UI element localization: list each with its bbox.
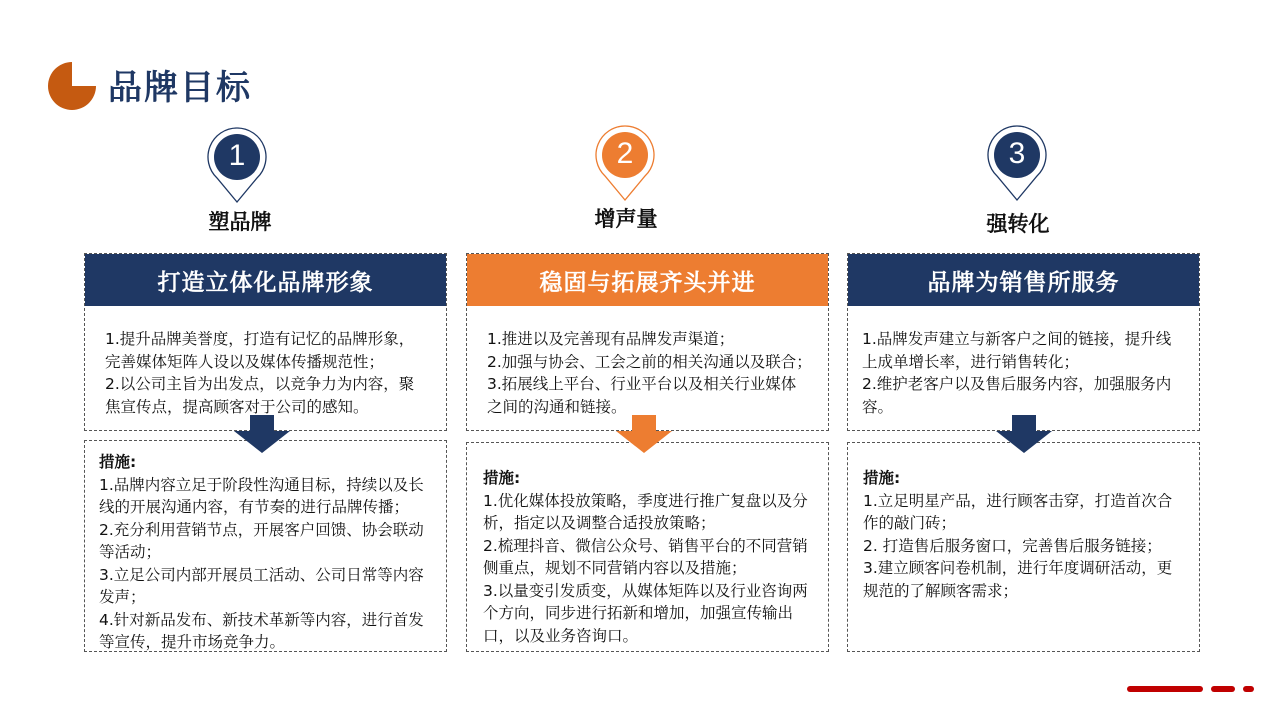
pin-2 xyxy=(594,124,656,204)
measure-line: 等活动； xyxy=(99,543,162,561)
measure-line: 1.优化媒体投放策略，季度进行推广复盘以及分 xyxy=(483,491,808,510)
measures-box-1 xyxy=(84,440,447,652)
measure-line: 1.立足明星产品，进行顾客击穿，打造首次合 xyxy=(863,491,1173,510)
bullet-line: 1.推进以及完善现有品牌发声渠道； xyxy=(487,330,735,348)
pin-1 xyxy=(206,126,268,206)
measures-title: 措施: xyxy=(99,453,137,471)
measure-line: 作的敲门砖； xyxy=(863,514,957,532)
column-label-2: 增声量 xyxy=(594,207,658,231)
measure-line: 1.品牌内容立足于阶段性沟通目标，持续以及长 xyxy=(99,475,424,494)
bullet-line: 焦宣传点，提高顾客对于公司的感知。 xyxy=(105,397,369,416)
measure-line: 2. 打造售后服务窗口，完善售后服务链接； xyxy=(863,536,1162,555)
measure-line: 发声； xyxy=(99,588,146,606)
footer-deco-bar-long xyxy=(1127,686,1203,692)
measures-box-2 xyxy=(466,442,829,652)
title-pie-icon xyxy=(44,58,100,114)
bullet-line: 1.提升品牌美誉度，打造有记忆的品牌形象， xyxy=(105,330,415,348)
bullet-line: 上成单增长率，进行销售转化； xyxy=(862,352,1080,371)
measure-line: 规范的了解顾客需求； xyxy=(863,581,1019,600)
goal-bullets-2 xyxy=(487,328,812,418)
measure-line: 等宣传，提升市场竞争力。 xyxy=(99,633,286,651)
measure-line: 口，以及业务咨询口。 xyxy=(483,626,639,645)
measure-line: 3.立足公司内部开展员工活动、公司日常等内容 xyxy=(99,565,424,584)
measure-line: 线的开展沟通内容，有节奏的进行品牌传播； xyxy=(99,498,410,516)
bullet-line: 3.拓展线上平台、行业平台以及相关行业媒体 xyxy=(487,375,797,393)
down-arrow-icon xyxy=(616,415,672,453)
measures-list-3 xyxy=(863,467,1172,602)
measures-title: 措施: xyxy=(483,469,521,487)
down-arrow-icon xyxy=(996,415,1052,453)
measure-line: 2.充分利用营销节点，开展客户回馈、协会联动 xyxy=(99,520,424,539)
measure-line: 3.以量变引发质变，从媒体矩阵以及行业咨询两 xyxy=(483,581,808,600)
bullet-line: 2.以公司主旨为出发点，以竞争力为内容，聚 xyxy=(105,375,415,393)
goal-box-1 xyxy=(84,253,447,431)
page-title: 品牌目标 xyxy=(108,68,252,108)
footer-deco-bar-short xyxy=(1243,686,1254,692)
footer-deco-bar-mid xyxy=(1211,686,1235,692)
bullet-line: 2.加强与协会、工会之前的相关沟通以及联合； xyxy=(487,352,812,371)
column-label-1: 塑品牌 xyxy=(208,210,272,234)
goal-box-3 xyxy=(847,253,1200,431)
pin-3 xyxy=(986,124,1048,204)
bullet-line: 之间的沟通和链接。 xyxy=(487,397,627,416)
measure-line: 3.建立顾客问卷机制，进行年度调研活动，更 xyxy=(863,559,1173,577)
goal-header-1: 打造立体化品牌形象 xyxy=(85,254,446,306)
bullet-line: 1.品牌发声建立与新客户之间的链接，提升线 xyxy=(862,330,1172,348)
goal-header-3: 品牌为销售所服务 xyxy=(848,254,1199,306)
measure-line: 侧重点，规划不同营销内容以及措施； xyxy=(483,559,747,577)
measures-list-1 xyxy=(99,451,424,654)
measure-line: 2.梳理抖音、微信公众号、销售平台的不同营销 xyxy=(483,536,808,555)
pin-number: 1 xyxy=(228,139,246,172)
measures-list-2 xyxy=(483,467,808,647)
measures-box-3 xyxy=(847,442,1200,652)
goal-bullets-3 xyxy=(862,328,1171,418)
measures-title: 措施: xyxy=(863,469,901,487)
measure-line: 个方向，同步进行拓新和增加，加强宣传输出 xyxy=(483,604,794,622)
column-label-3: 强转化 xyxy=(986,212,1050,236)
pin-number: 3 xyxy=(1008,137,1026,170)
bullet-line: 容。 xyxy=(862,397,894,416)
pin-number: 2 xyxy=(616,137,634,170)
measure-line: 4.针对新品发布、新技术革新等内容，进行首发 xyxy=(99,610,424,629)
bullet-line: 完善媒体矩阵人设以及媒体传播规范性； xyxy=(105,352,385,371)
goal-bullets-1 xyxy=(105,328,414,418)
goal-header-2: 稳固与拓展齐头并进 xyxy=(467,254,828,306)
goal-box-2 xyxy=(466,253,829,431)
bullet-line: 2.维护老客户以及售后服务内容，加强服务内 xyxy=(862,375,1172,393)
down-arrow-icon xyxy=(234,415,290,453)
measure-line: 析，指定以及调整合适投放策略； xyxy=(483,514,716,532)
